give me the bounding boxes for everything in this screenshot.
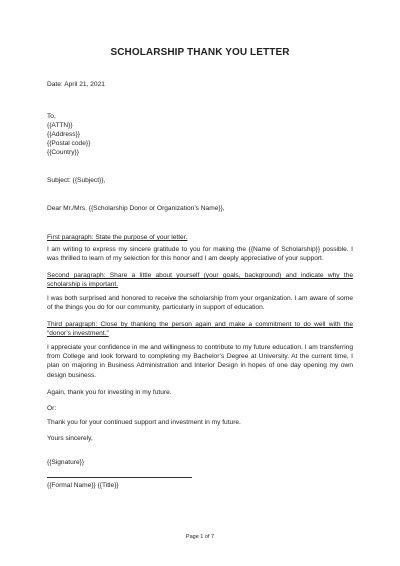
subject-line: Subject: {{Subject}}, [47,177,106,184]
paragraph-2-heading: Second paragraph: Share a little about yourself (your goals, background) and indicate why the scholarship is important. [47,272,353,289]
letter-title: SCHOLARSHIP THANK YOU LETTER [110,47,290,58]
address-postal: {{Postal code}} [47,140,91,147]
paragraph-3-heading: Third paragraph: Close by thanking the person again and make a commitment to do well with the “donor’s investment.” [47,321,353,338]
paragraph-2-text: I was both surprised and honored to receive the scholarship from your organization. I am aware of some of the things you do for our community, particularly in support of education. [47,295,353,312]
signature-placeholder: {{Signature}} [47,459,85,466]
closing: Yours sincerely, [47,435,93,442]
paragraph-1-text: I am writing to express my sincere gratitude to you for making the {{Name of Scholarship}} possible. I was thrilled to learn of my selection for this honor and I am deeply appreciative of your support. [47,246,353,263]
salutation: Dear Mr./Mrs. {{Scholarship Donor or Organization’s Name}}, [47,205,225,212]
paragraph-1-heading: First paragraph: State the purpose of your letter. [47,234,188,241]
again-thanks: Again, thank you for investing in my future. [47,389,172,396]
alternative-thanks: Thank you for your continued support and investment in my future. [47,419,241,426]
address-to: To, [47,113,56,120]
date-line: Date: April 21, 2021 [47,81,105,88]
address-country: {{Country}} [47,149,79,156]
paragraph-3-text: I appreciate your confidence in me and willingness to contribute to my future education. I am transferring from College and look forward to completing my Bachelor’s Degree at University. At the current time, I plan on majoring in Business Administration and Interior Design in hopes of one day opening my own design business. [47,344,353,379]
signature-line [47,477,192,478]
address-attn: {{ATTN}} [47,122,73,129]
name-title: {{Formal Name}} {{Title}} [47,482,119,489]
address-street: {{Address}} [47,131,80,138]
or-label: Or: [47,405,57,412]
page-footer: Page 1 of 7 [185,534,215,540]
